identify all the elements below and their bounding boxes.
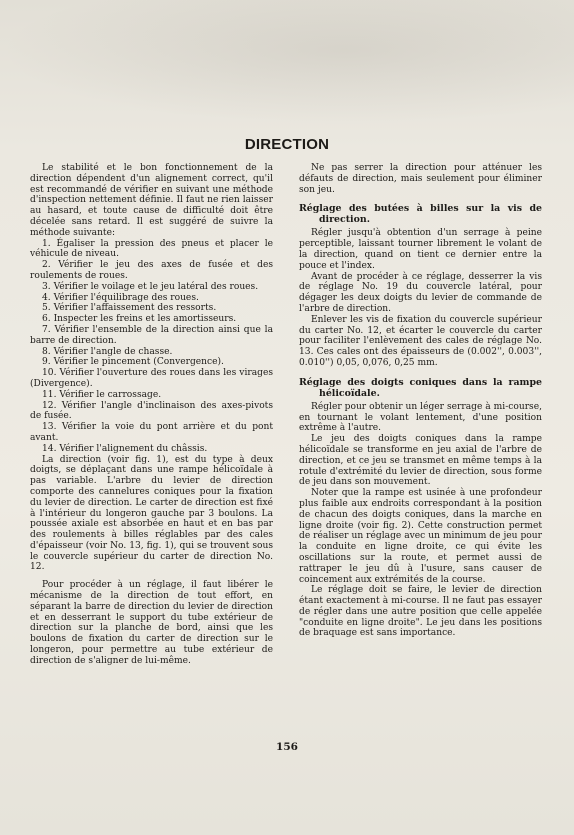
- step-11: 11. Vérifier le carrossage.: [42, 389, 162, 400]
- adjust-paragraph-6: Noter que la rampe est usinée à une profondeur plus faible aux endroits correspondant à la position de chacun des doigts coniques, dans la marche en ligne droite (voir fig. 2). Cette construction permet de réaliser un réglage avec un minimum de jeu pour la conduite en ligne droite, ce qui évite les oscillations sur la route, et permet aussi de rattraper le jeu dû à l'usure, sans causer de coincement aux extrémités de la course.: [299, 488, 542, 585]
- adjust-paragraph-1: Régler jusqu'à obtention d'un serrage à peine perceptible, laissant tourner librement le volant de la direction, quand on tient ce dernier entre la pouce et l'index.: [299, 228, 542, 271]
- step-8: 8. Vérifier l'angle de chasse.: [42, 346, 173, 357]
- step-14: 14. Vérifier l'alignement du châssis.: [42, 443, 208, 454]
- step-7: 7. Vérifier l'ensemble de la direction ainsi que la barre de direction.: [30, 324, 273, 346]
- step-10: 10. Vérifier l'ouverture des roues dans les virages (Divergence).: [30, 368, 273, 389]
- step-13: 13. Vérifier la voie du pont arrière et du pont avant.: [30, 422, 273, 443]
- warning-paragraph: Ne pas serrer la direction pour atténuer les défauts de direction, mais seulement pour éliminer son jeu.: [299, 163, 542, 195]
- adjust-paragraph-7: Le réglage doit se faire, le levier de direction étant exactement à mi-course. Il ne faut pas essayer de régler dans une autre position que celle appelée "conduite en ligne droite". Le jeu dans les positions de braquage est sans importance.: [299, 585, 542, 639]
- step-6: 6. Inspecter les freins et les amortisseurs.: [42, 314, 237, 325]
- show-through-region: [0, 0, 574, 125]
- adjust-paragraph-5: Le jeu des doigts coniques dans la rampe hélicoïdale se transforme en jeu axial de l'arbre de direction, et ce jeu se transmet en même temps à la rotule d'extrémité du levier de direction, sous forme de jeu dans son mouvement.: [299, 434, 542, 488]
- step-1: 1. Égaliser la pression des pneus et placer le véhicule de niveau.: [30, 238, 273, 260]
- step-12: 12. Vérifier l'angle d'inclinaison des axes-pivots de fusée.: [30, 400, 273, 422]
- page-title: DIRECTION: [244, 136, 330, 153]
- step-9: 9. Vérifier le pincement (Convergence).: [42, 357, 224, 368]
- adjust-paragraph-2: Avant de procéder à ce réglage, desserrer la vis de réglage No. 19 du couvercle latéral, pour dégager les deux doigts du levier de commande de l'arbre de direction.: [299, 271, 542, 314]
- step-2: 2. Vérifier le jeu des axes de fusée et des roulements de roues.: [30, 260, 273, 281]
- intro-paragraph: Le stabilité et le bon fonctionnement de la direction dépendent d'un alignement correct, qu'il est recommandé de vérifier en suivant une méthode d'inspection nettement définie. Il faut ne rien laisser au hasard, et toute cause de difficulté doit être décelée sans retard. Il est suggéré de suivre la méthode suivante:: [30, 163, 273, 238]
- right-column: [299, 163, 542, 639]
- section-heading-ball-bearings: Réglage des butées à billes sur la vis de direction.: [299, 203, 542, 226]
- procedure-paragraph: Pour procéder à un réglage, il faut libérer le mécanisme de la direction de tout effort, en séparant la barre de direction du levier de direction et en desserrant le support du tube extérieur de direction sur la planche de bord, ainsi que les boulons de fixation du carter de direction sur le longeron, pour permettre au tube extérieur de direction de s'aligner de lui-même.: [30, 580, 273, 666]
- adjust-paragraph-4: Régler pour obtenir un léger serrage à mi-course, en tournant le volant lentement, d'une position extrême à l'autre.: [299, 401, 542, 434]
- step-5: 5. Vérifier l'affaissement des ressorts.: [42, 303, 217, 314]
- step-3: 3. Vérifier le voilage et le jeu latéral des roues.: [42, 281, 259, 292]
- adjust-paragraph-3: Enlever les vis de fixation du couvercle supérieur du carter No. 12, et écarter le couvercle du carter pour faciliter l'enlèvement des cales de réglage No. 13. Ces cales ont des épaisseurs de (0.002'', 0.003'', 0.010'') 0,05, 0,076, 0,25 mm.: [299, 314, 542, 368]
- step-4: 4. Vérifier l'équilibrage des roues.: [42, 292, 199, 303]
- left-column: [30, 163, 273, 667]
- section-heading-conical-fingers: Réglage des doigts coniques dans la rampe hélicoïdale.: [299, 376, 542, 399]
- page-number: 156: [276, 741, 298, 753]
- description-paragraph: La direction (voir fig. 1), est du type à deux doigts, se déplaçant dans une rampe hélicoïdale à pas variable. L'arbre du levier de direction comporte des cannelures coniques pour la fixation du levier de direction. Le carter de direction est fixé à l'intérieur du longeron gauche par 3 boulons. La poussée axiale est absorbée en haut et en bas par des roulements à billes réglables par des cales d'épaisseur (voir No. 13, fig. 1), qui se trouvent sous le couvercle supérieur du carter de direction No. 12.: [30, 454, 273, 573]
